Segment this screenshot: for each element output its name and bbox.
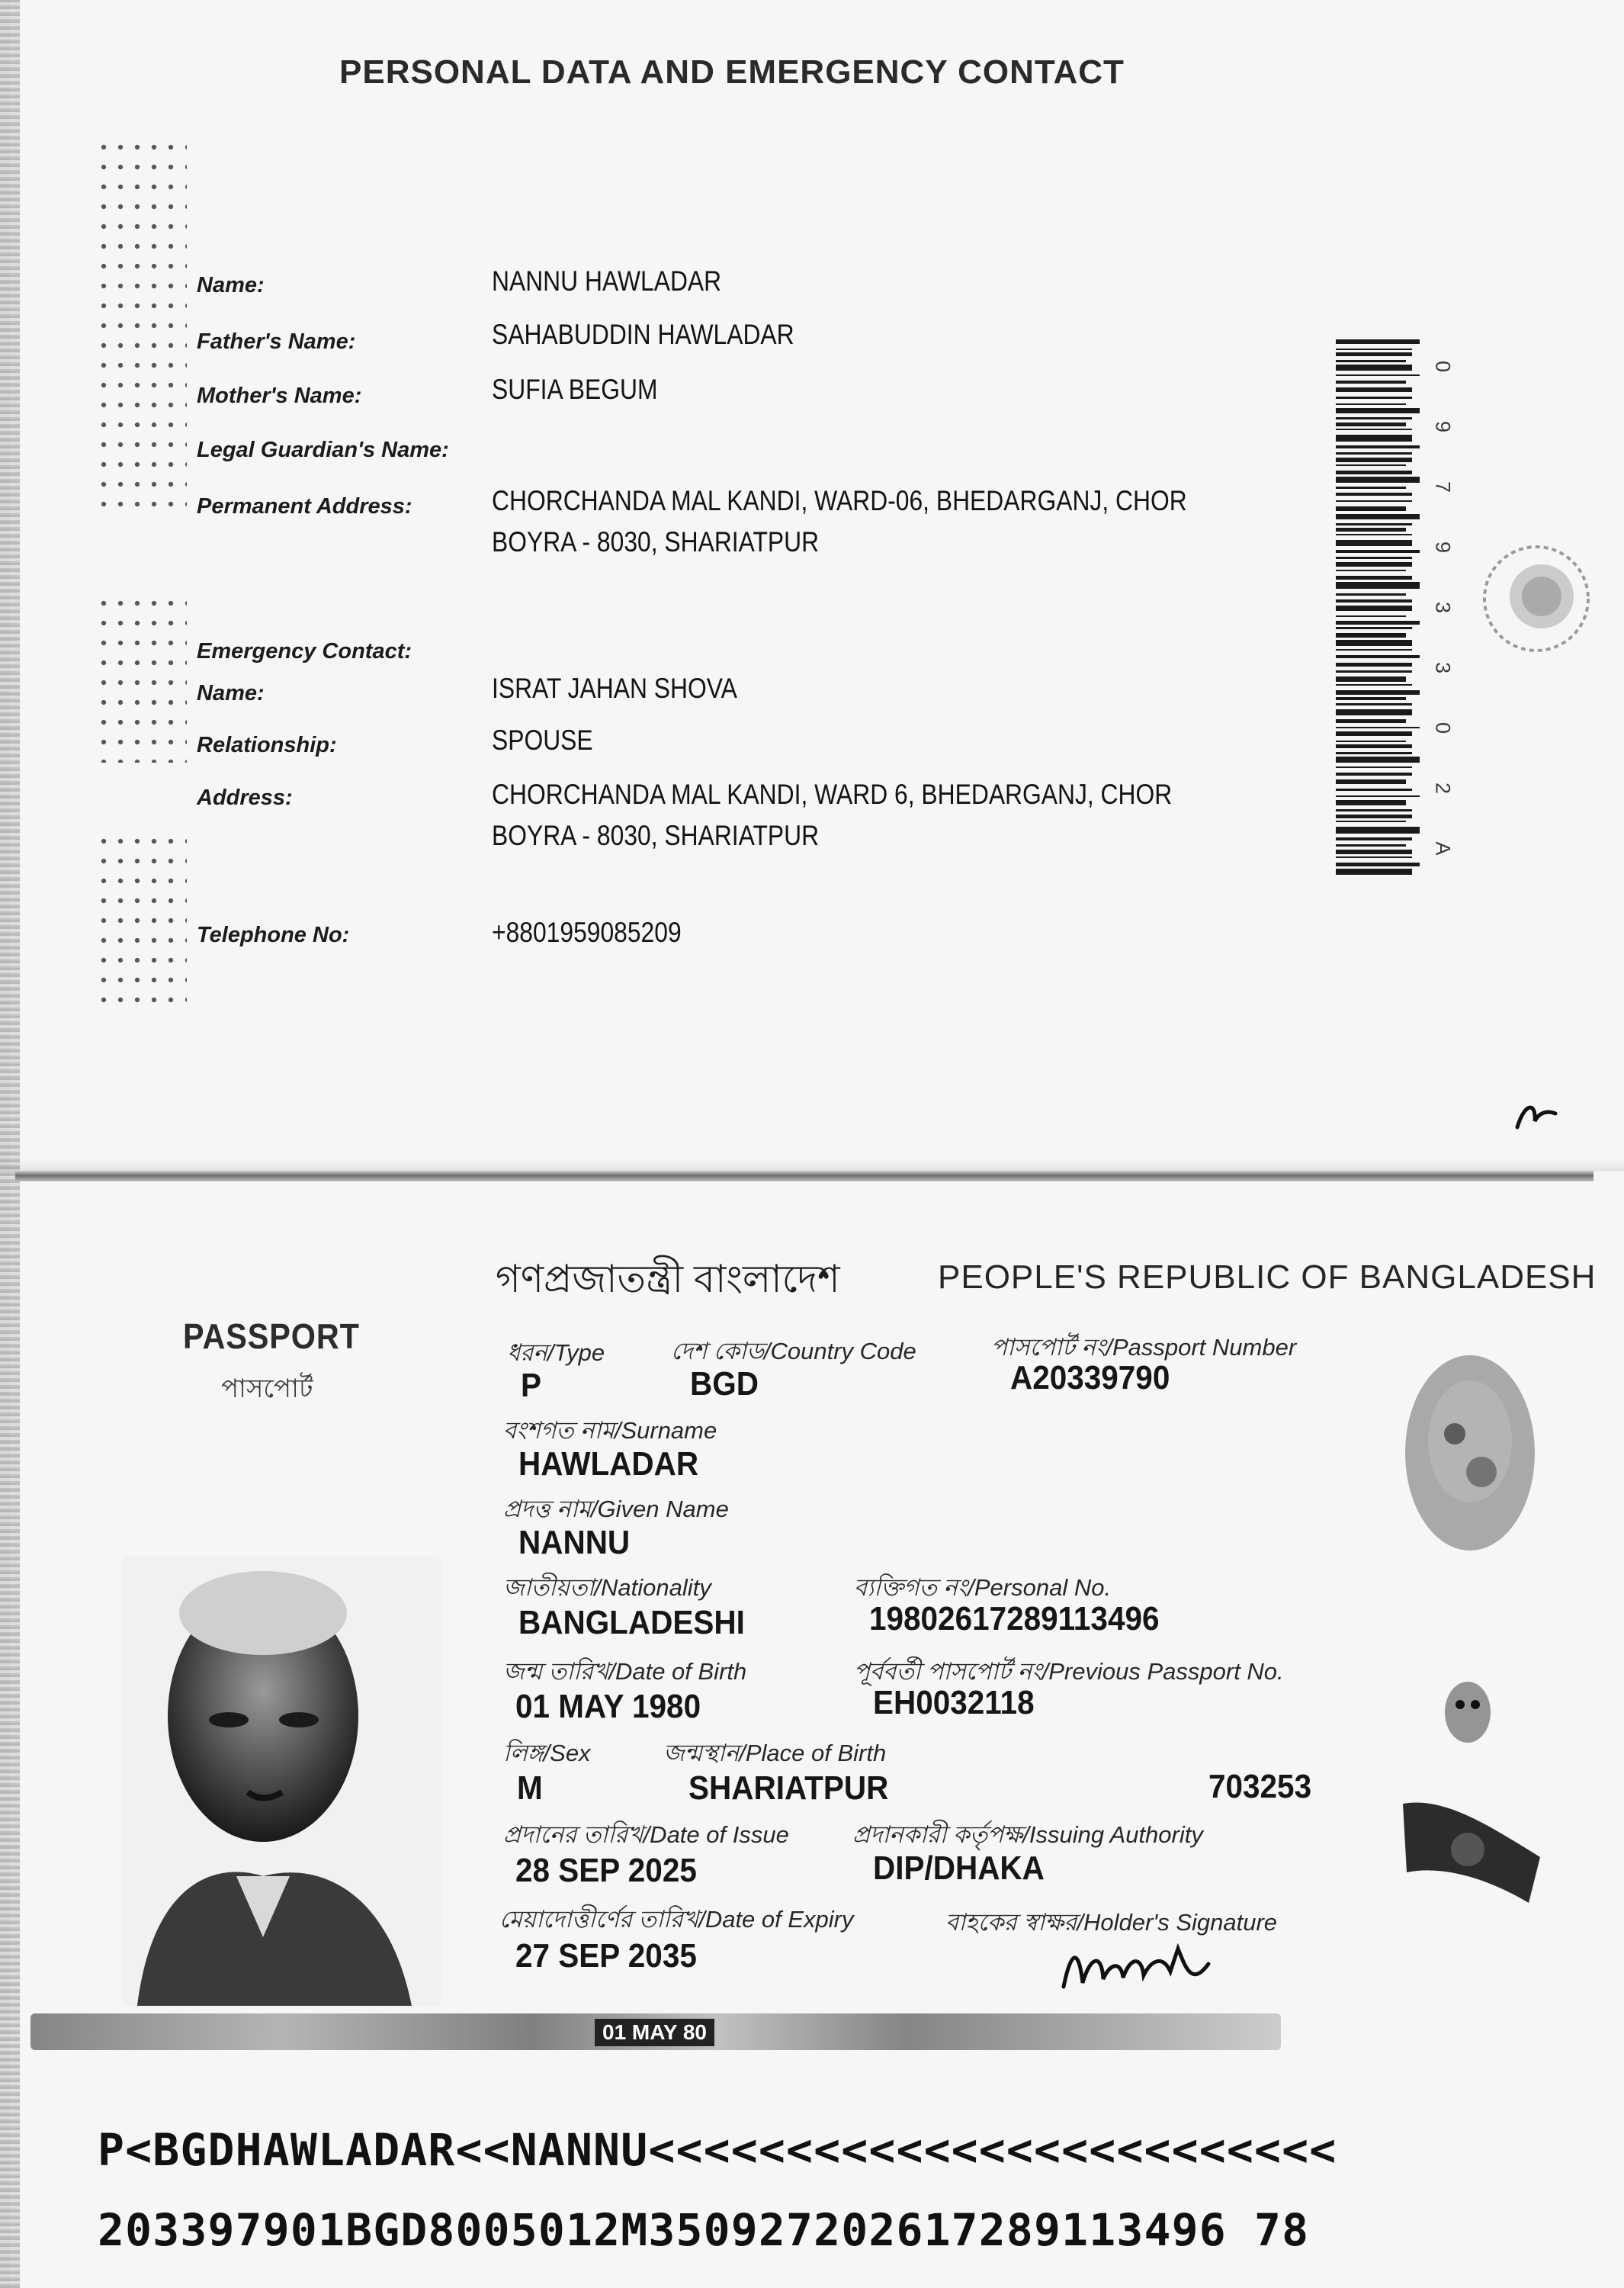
emergency-name-label: Name: [197, 681, 265, 705]
barcode-bar [1336, 815, 1412, 818]
type-label: ধরন/Type [507, 1339, 605, 1366]
barcode-bar [1336, 827, 1420, 834]
barcode-bar [1336, 757, 1420, 763]
barcode-bar [1336, 627, 1412, 629]
barcode-bar [1336, 540, 1412, 546]
barcode-bar [1336, 731, 1412, 736]
name-label: Name: [197, 273, 265, 297]
barcode-bar [1336, 795, 1420, 797]
emergency-address-line1: CHORCHANDA MAL KANDI, WARD 6, BHEDARGANJ, CHOR [492, 779, 1173, 810]
barcode-bar [1336, 606, 1412, 611]
barcode-bar [1336, 452, 1412, 455]
relationship-value: SPOUSE [492, 725, 593, 756]
date-of-birth-label: জন্ম তারিখ/Date of Birth [503, 1658, 747, 1685]
security-strip-text: 01 MAY 80 [595, 2019, 714, 2046]
barcode-bar [1336, 697, 1406, 700]
barcode-bar [1336, 582, 1420, 589]
emergency-address-label: Address: [197, 786, 293, 810]
barcode-bar [1336, 741, 1406, 742]
given-name-label: প্রদত্ত নাম/Given Name [503, 1496, 729, 1522]
barcode-bar [1336, 349, 1412, 350]
surname-value: HAWLADAR [518, 1445, 699, 1483]
barcode-bar [1336, 744, 1412, 748]
country-code-value: BGD [690, 1365, 759, 1403]
date-of-birth-value: 01 MAY 1980 [515, 1688, 701, 1725]
barcode-bar [1336, 655, 1420, 658]
barcode-bar [1336, 403, 1406, 405]
type-value: P [521, 1367, 542, 1404]
personal-number-value: 19802617289113496 [869, 1600, 1160, 1637]
barcode-bar [1336, 514, 1420, 519]
barcode-bar [1336, 435, 1412, 442]
previous-passport-label: পূর্ববর্তী পাসপোর্ট নং/Previous Passport No. [854, 1658, 1284, 1685]
barcode-bar [1336, 464, 1406, 466]
surname-label: বংশগত নাম/Surname [503, 1417, 717, 1444]
barcode-bar [1336, 663, 1412, 667]
barcode-bar [1336, 869, 1412, 875]
barcode-bar [1336, 458, 1412, 462]
perforation-gap [84, 763, 198, 824]
date-of-expiry-label: মেয়াদোত্তীর্ণের তারিখ/Date of Expiry [499, 1906, 854, 1933]
stamp-seal-icon [1479, 541, 1594, 656]
barcode-bar [1336, 789, 1412, 791]
barcode-bar [1336, 397, 1412, 399]
barcode-digit: 9 [1431, 541, 1455, 554]
date-of-issue-label: প্রদানের তারিখ/Date of Issue [503, 1821, 789, 1848]
telephone-value: +8801959085209 [492, 917, 682, 948]
barcode-bar [1336, 562, 1412, 567]
barcode-bar [1336, 576, 1412, 580]
passport-number-label: পাসপোর্ট নং/Passport Number [991, 1334, 1297, 1361]
barcode-bar [1336, 615, 1406, 617]
page-shadow [0, 1159, 1624, 1171]
barcode-bar [1336, 640, 1412, 646]
barcode-bar [1336, 487, 1406, 489]
barcode-bar [1336, 506, 1406, 511]
barcode-bar [1336, 649, 1412, 651]
personal-number-label: ব্যক্তিগত নং/Personal No. [854, 1574, 1112, 1601]
nationality-label: জাতীয়তা/Nationality [503, 1574, 711, 1601]
barcode-bar [1336, 445, 1420, 448]
mother-name-label: Mother's Name: [197, 384, 362, 408]
barcode-digit: A [1431, 841, 1455, 856]
father-name-value: SAHABUDDIN HAWLADAR [492, 319, 794, 350]
barcode-bar [1336, 684, 1412, 686]
holder-photo [122, 1556, 442, 2006]
barcode-bar [1336, 381, 1406, 384]
permanent-address-label: Permanent Address: [197, 494, 412, 519]
barcode-bar [1336, 773, 1412, 776]
emergency-address-line2: BOYRA - 8030, SHARIATPUR [492, 820, 820, 851]
barcode-bar [1336, 477, 1420, 483]
mrz-line-2: 203397901BGD8005012M350927202617289113496 78 [98, 2204, 1310, 2256]
father-name-label: Father's Name: [197, 329, 356, 354]
barcode-bar [1336, 471, 1412, 474]
barcode-bar [1336, 408, 1420, 413]
barcode-bar [1336, 534, 1412, 535]
barcode-bar [1336, 837, 1412, 840]
holder-signature-label: বাহকের স্বাক্ষর/Holder's Signature [945, 1909, 1278, 1936]
passport-word: PASSPORT [183, 1316, 360, 1356]
barcode-bar [1336, 365, 1412, 371]
emergency-page-title: PERSONAL DATA AND EMERGENCY CONTACT [339, 53, 1125, 91]
given-name-value: NANNU [518, 1524, 631, 1561]
barcode-digit: 2 [1431, 782, 1455, 795]
issuing-authority-value: DIP/DHAKA [873, 1849, 1045, 1887]
permanent-address-line2: BOYRA - 8030, SHARIATPUR [492, 526, 820, 558]
holder-signature-icon [1056, 1933, 1239, 2002]
sex-label: লিঙ্গ/Sex [503, 1740, 591, 1766]
barcode-bar [1336, 709, 1412, 715]
barcode-bar [1336, 493, 1412, 496]
date-of-issue-value: 28 SEP 2025 [515, 1852, 697, 1889]
barcode-bar [1336, 417, 1412, 419]
barcode-bar [1336, 360, 1406, 362]
previous-passport-value: EH0032118 [873, 1684, 1035, 1721]
barcode-bar [1336, 670, 1412, 673]
barcode-digit: 3 [1431, 601, 1455, 614]
barcode-bar [1336, 593, 1406, 596]
page-barcode [1336, 339, 1420, 881]
small-ghost-image [1433, 1678, 1502, 1747]
sex-value: M [517, 1769, 543, 1807]
page-fold [15, 1171, 1594, 1181]
barcode-bar [1336, 423, 1406, 426]
barcode-bar [1336, 387, 1412, 392]
barcode-bar [1336, 500, 1412, 502]
barcode-bar [1336, 690, 1420, 695]
barcode-digit: 9 [1431, 420, 1455, 433]
barcode-bar [1336, 528, 1406, 532]
relationship-label: Relationship: [197, 733, 337, 757]
barcode-bar [1336, 809, 1412, 811]
legal-guardian-label: Legal Guardian's Name: [197, 438, 449, 462]
passport-title-bangla: গণপ্রজাতন্ত্রী বাংলাদেশ [496, 1258, 840, 1300]
place-of-birth-label: জন্মস্থান/Place of Birth [663, 1740, 887, 1766]
barcode-digit: 7 [1431, 480, 1455, 493]
barcode-bar [1336, 766, 1412, 768]
barcode-bar [1336, 727, 1420, 728]
barcode-bar [1336, 523, 1412, 525]
barcode-digit: 3 [1431, 661, 1455, 674]
perforation-gap [84, 519, 198, 587]
emergency-name-value: ISRAT JAHAN SHOVA [492, 673, 737, 704]
nationality-value: BANGLADESHI [518, 1604, 745, 1641]
permanent-address-line1: CHORCHANDA MAL KANDI, WARD-06, BHEDARGANJ, CHOR [492, 485, 1187, 516]
barcode-bar [1336, 429, 1412, 430]
barcode-bar [1336, 550, 1420, 553]
mother-name-value: SUFIA BEGUM [492, 374, 658, 405]
barcode-bar [1336, 779, 1406, 784]
scan-edge [0, 0, 20, 2288]
place-of-birth-value: SHARIATPUR [688, 1769, 889, 1807]
barcode-bar [1336, 676, 1406, 682]
barcode-bar [1336, 570, 1406, 571]
barcode-bar [1336, 703, 1412, 705]
barcode-bar [1336, 719, 1406, 723]
passport-word-bangla: পাসপোর্ট [221, 1374, 313, 1403]
barcode-bar [1336, 821, 1406, 822]
barcode-bar [1336, 800, 1406, 805]
barcode-digit: 0 [1431, 360, 1455, 373]
barcode-bar [1336, 339, 1420, 344]
emergency-contact-heading: Emergency Contact: [197, 639, 412, 664]
mrz-line-1: P<BGDHAWLADAR<<NANNU<<<<<<<<<<<<<<<<<<<<<<<<< [98, 2124, 1337, 2176]
barcode-digit: 0 [1431, 721, 1455, 734]
date-of-expiry-value: 27 SEP 2035 [515, 1937, 697, 1975]
barcode-bar [1336, 850, 1412, 854]
pen-mark-icon [1513, 1098, 1559, 1133]
barcode-bar [1336, 352, 1412, 356]
barcode-bar [1336, 856, 1412, 858]
name-value: NANNU HAWLADAR [492, 265, 722, 297]
barcode-bar [1336, 863, 1420, 866]
barcode-bar [1336, 374, 1420, 376]
ghost-image [1401, 1350, 1539, 1556]
country-code-label: দেশ কোড/Country Code [671, 1338, 916, 1364]
barcode-bar [1336, 599, 1412, 603]
issuing-authority-label: প্রদানকারী কর্তৃপক্ষ/Issuing Authority [852, 1821, 1203, 1848]
flag-icon [1399, 1796, 1544, 1910]
telephone-label: Telephone No: [197, 923, 350, 947]
barcode-bar [1336, 752, 1412, 754]
reference-number: 703253 [1208, 1768, 1312, 1805]
barcode-bar [1336, 621, 1420, 625]
barcode-bar [1336, 633, 1406, 638]
passport-number-value: A20339790 [1010, 1359, 1170, 1396]
barcode-bar [1336, 557, 1412, 559]
barcode-bar [1336, 844, 1406, 847]
passport-title-english: PEOPLE'S REPUBLIC OF BANGLADESH [938, 1258, 1597, 1296]
